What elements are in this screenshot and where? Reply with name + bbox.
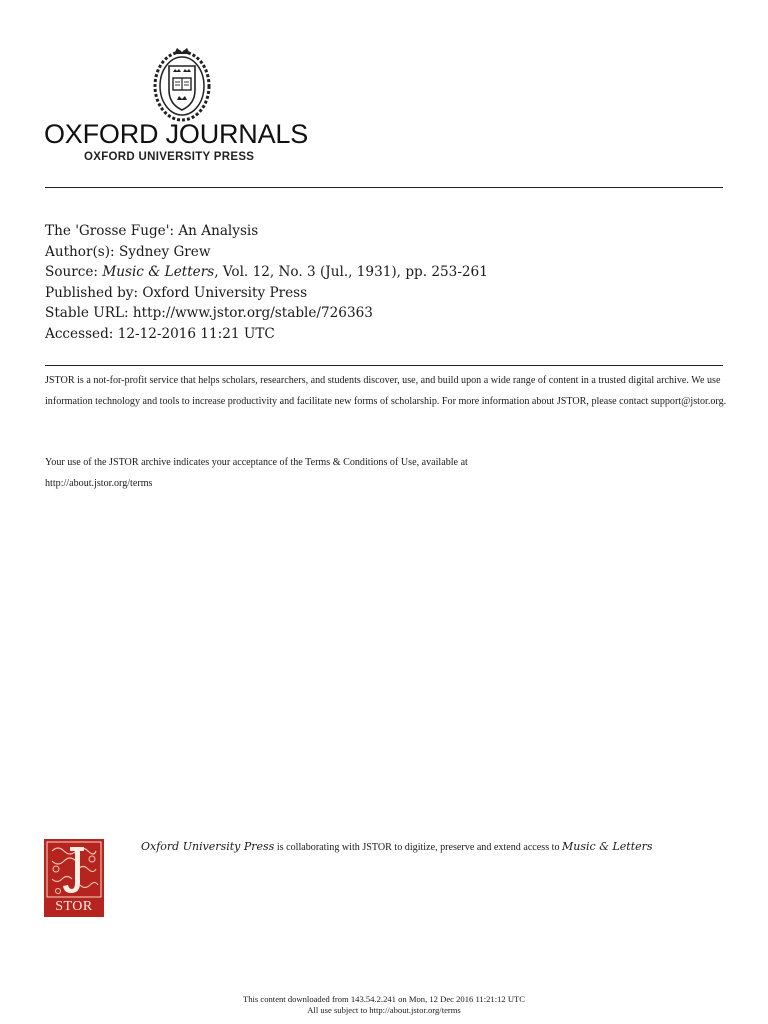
- logo-subtitle: OXFORD UNIVERSITY PRESS: [84, 151, 255, 163]
- article-title: The 'Grosse Fuge': An Analysis: [45, 223, 259, 239]
- accessed-date: Accessed: 12-12-2016 11:21 UTC: [45, 325, 275, 342]
- middle-divider: [45, 365, 723, 366]
- stable-url-line: [45, 303, 488, 324]
- download-footer: [0, 994, 768, 1015]
- stable-url-label: Stable URL:: [45, 305, 133, 322]
- source-details: , Vol. 12, No. 3 (Jul., 1931), pp. 253-261: [214, 264, 488, 281]
- footer-terms-line: All use subject to http://about.jstor.org/terms: [307, 1004, 461, 1015]
- stable-url-link[interactable]: http://www.jstor.org/stable/726363: [132, 305, 373, 322]
- collab-publisher: Oxford University Press: [141, 840, 275, 853]
- terms-notice: [45, 453, 729, 494]
- oxford-crest-icon: [152, 44, 212, 124]
- article-author: Author(s): Sydney Grew: [45, 243, 211, 260]
- top-divider: [45, 187, 723, 188]
- collaboration-statement: [141, 840, 701, 855]
- article-source: [45, 262, 488, 283]
- collab-journal: Music & Letters: [562, 840, 653, 853]
- terms-link[interactable]: http://about.jstor.org/terms: [45, 477, 153, 489]
- logo-title: OXFORD JOURNALS: [44, 119, 309, 149]
- terms-text: Your use of the JSTOR archive indicates your acceptance of the Terms & Conditions of Use, available at: [45, 457, 468, 468]
- jstor-logo-text: STOR: [55, 899, 93, 914]
- source-journal: Music & Letters: [102, 264, 215, 281]
- jstor-about-notice: JSTOR is a not-for-profit service that helps scholars, researchers, and students discover, use, and build upon a wide range of content in a trusted digital archive. We use information technology and tools to increase productivity and facilitate new forms of scholarship. For more information about JSTOR, please contact support@jstor.org.: [45, 375, 727, 407]
- jstor-logo-icon: [44, 839, 104, 917]
- citation-block: [45, 221, 488, 345]
- collab-text: is collaborating with JSTOR to digitize, preserve and extend access to: [274, 842, 563, 853]
- source-prefix: Source:: [45, 264, 103, 281]
- footer-download-line: This content downloaded from 143.54.2.241 on Mon, 12 Dec 2016 11:21:12 UTC: [242, 994, 526, 1004]
- article-publisher: Published by: Oxford University Press: [45, 284, 308, 301]
